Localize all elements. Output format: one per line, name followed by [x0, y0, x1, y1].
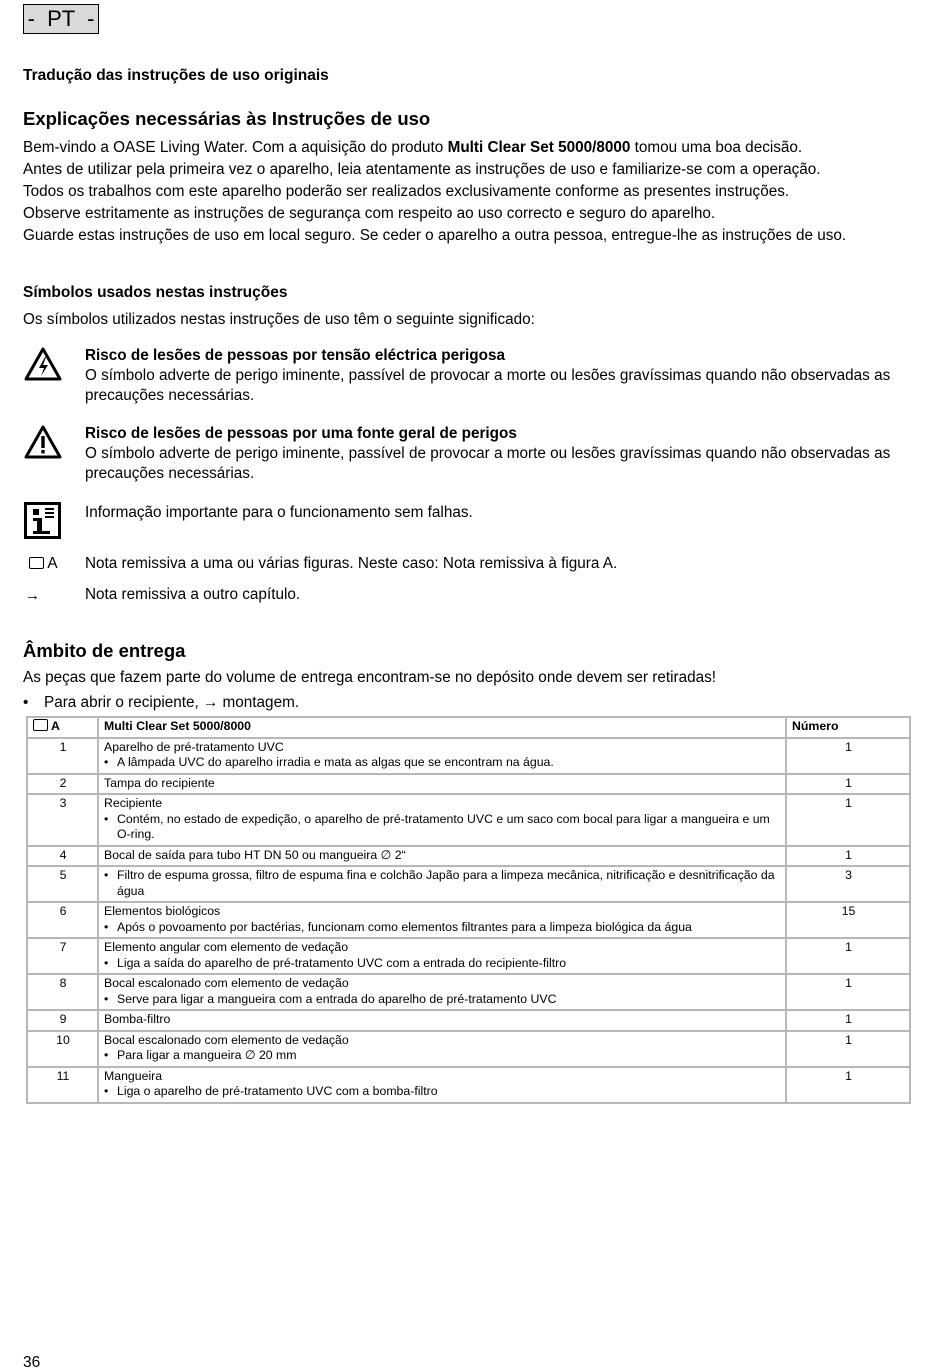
cell-quantity: 1	[786, 1067, 910, 1103]
language-tag: - PT -	[23, 4, 99, 34]
section-title-symbols: Símbolos usados nestas instruções	[23, 284, 288, 301]
info-icon	[23, 501, 63, 541]
symbol-text-arrow: Nota remissiva a outro capítulo.	[85, 586, 301, 603]
page-number: 36	[23, 1354, 41, 1371]
symbol-row-arrow	[23, 585, 903, 607]
symbol-text-general	[85, 424, 903, 484]
cell-quantity: 1	[786, 774, 910, 795]
symbol-title-electric: Risco de lesões de pessoas por tensão eléctrica perigosa	[85, 347, 505, 364]
item-detail-text: Contém, no estado de expedição, o aparelho de pré-tratamento UVC e um saco com bocal para ligar a mangueira e um O-ring.	[117, 811, 770, 841]
table-row	[27, 1010, 910, 1031]
cell-quantity: 1	[786, 1031, 910, 1067]
item-detail-text: Liga a saída do aparelho de pré-tratamento UVC com a entrada do recipiente-filtro	[117, 955, 567, 970]
cell-item-description	[98, 794, 786, 846]
item-name: Bocal de saída para tubo HT DN 50 ou mangueira ∅ 2“	[104, 847, 406, 862]
symbols-intro: Os símbolos utilizados nestas instruções de uso têm o seguinte significado:	[23, 311, 535, 328]
delivery-table	[26, 716, 911, 1104]
item-detail	[104, 812, 781, 843]
cell-item-number: 8	[27, 974, 98, 1010]
cell-quantity: 1	[786, 794, 910, 846]
cell-item-number: 5	[27, 866, 98, 902]
item-name: Recipiente	[104, 796, 163, 810]
cell-item-number: 1	[27, 738, 98, 774]
item-detail-text: Para ligar a mangueira ∅ 20 mm	[117, 1048, 297, 1062]
scope-bullet: • Para abrir o recipiente, → montagem.	[23, 694, 300, 711]
bullet-icon: •	[104, 811, 109, 826]
symbol-text-electric	[85, 346, 903, 406]
cell-item-number: 10	[27, 1031, 98, 1067]
intro-paragraph-1: Bem-vindo a OASE Living Water. Com a aquisição do produto Multi Clear Set 5000/8000 tomou uma boa decisão.	[23, 139, 803, 156]
section-title-scope: Âmbito de entrega	[23, 640, 186, 661]
cell-quantity: 1	[786, 938, 910, 974]
item-name: Tampa do recipiente	[104, 775, 215, 790]
item-detail	[104, 992, 781, 1008]
intro-paragraph-2: Antes de utilizar pela primeira vez o aparelho, leia atentamente as instruções de uso e familiarize-se com a operação.	[23, 161, 821, 178]
cell-item-number: 6	[27, 902, 98, 938]
table-row	[27, 866, 910, 902]
item-name: Elemento angular com elemento de vedação	[104, 940, 349, 954]
cell-item-description	[98, 1010, 786, 1031]
item-name: Bocal escalonado com elemento de vedação	[104, 976, 349, 990]
intro-paragraph-3: Todos os trabalhos com este aparelho poderão ser realizados exclusivamente conforme as presentes instruções.	[23, 183, 790, 200]
arrow-right-icon: →	[25, 587, 40, 604]
item-name: Elementos biológicos	[104, 904, 221, 918]
cell-item-description	[98, 902, 786, 938]
cell-item-number: 11	[27, 1067, 98, 1103]
bullet-icon: •	[104, 1048, 109, 1062]
cell-item-description	[98, 1031, 786, 1067]
symbol-row-figure	[23, 554, 903, 576]
bullet-icon: •	[104, 755, 109, 769]
bullet-icon: •	[104, 991, 109, 1006]
item-detail-text: Filtro de espuma grossa, filtro de espuma fina e colchão Japão para a limpeza mecânica, nitrificação e desnitrificação da água	[117, 868, 775, 898]
cell-item-description	[98, 846, 786, 867]
cell-item-number: 9	[27, 1010, 98, 1031]
cell-quantity: 3	[786, 866, 910, 902]
cell-item-description	[98, 1067, 786, 1103]
intro-paragraph-5: Guarde estas instruções de uso em local seguro. Se ceder o aparelho a outra pessoa, entregue-lhe as instruções de uso.	[23, 227, 847, 244]
figure-box-icon	[33, 719, 48, 731]
item-name: Bomba-filtro	[104, 1012, 171, 1026]
table-row	[27, 738, 910, 774]
symbol-desc-general: O símbolo adverte de perigo iminente, passível de provocar a morte ou lesões gravíssimas quando não observadas as precauções necessárias.	[85, 445, 891, 482]
table-row	[27, 794, 910, 846]
figure-reference-icon: A	[29, 554, 58, 574]
bullet-icon: •	[23, 694, 29, 711]
table-header-row	[27, 717, 910, 738]
item-detail	[104, 1048, 781, 1064]
section-title-explanations: Explicações necessárias às Instruções de uso	[23, 108, 431, 129]
item-detail-text: A lâmpada UVC do aparelho irradia e mata as algas que se encontram na água.	[117, 755, 554, 769]
symbol-text-figure: Nota remissiva a uma ou várias figuras. Neste caso: Nota remissiva à figura A.	[85, 555, 618, 572]
bullet-icon: •	[104, 868, 109, 882]
symbol-desc-electric: O símbolo adverte de perigo iminente, passível de provocar a morte ou lesões gravíssimas quando não observadas as precauções necessárias.	[85, 367, 891, 404]
item-detail	[104, 868, 781, 899]
bullet-icon: •	[104, 919, 109, 934]
table-row	[27, 938, 910, 974]
cell-item-number: 4	[27, 846, 98, 867]
item-detail	[104, 755, 781, 771]
scope-paragraph: As peças que fazem parte do volume de entrega encontram-se no depósito onde devem ser retiradas!	[23, 669, 717, 686]
table-row	[27, 846, 910, 867]
document-subtitle: Tradução das instruções de uso originais	[23, 67, 329, 84]
cell-quantity: 1	[786, 1010, 910, 1031]
intro-text	[23, 138, 903, 248]
cell-item-number: 7	[27, 938, 98, 974]
item-detail-text: Após o povoamento por bactérias, funcionam como elementos filtrantes para a limpeza biológica da água	[117, 919, 692, 934]
column-header-quantity: Número	[786, 717, 910, 738]
symbol-row-electric	[23, 346, 903, 408]
table-row	[27, 1067, 910, 1103]
item-detail	[104, 920, 781, 936]
symbol-row-info	[23, 501, 903, 541]
general-warning-icon	[23, 424, 63, 460]
item-detail-text: Liga o aparelho de pré-tratamento UVC com a bomba-filtro	[117, 1084, 438, 1098]
cell-quantity: 15	[786, 902, 910, 938]
cell-item-description	[98, 974, 786, 1010]
symbol-title-general: Risco de lesões de pessoas por uma fonte geral de perigos	[85, 425, 517, 442]
item-name: Aparelho de pré-tratamento UVC	[104, 739, 284, 754]
column-header-product: Multi Clear Set 5000/8000	[98, 717, 786, 738]
item-detail-text: Serve para ligar a mangueira com a entrada do aparelho de pré-tratamento UVC	[117, 991, 557, 1006]
arrow-right-icon: →	[203, 694, 219, 711]
cell-item-description	[98, 738, 786, 774]
item-name: Bocal escalonado com elemento de vedação	[104, 1032, 349, 1047]
cell-item-description	[98, 866, 786, 902]
cell-item-description	[98, 774, 786, 795]
cell-item-number: 3	[27, 794, 98, 846]
table-row	[27, 974, 910, 1010]
symbol-row-general	[23, 424, 903, 486]
table-row	[27, 774, 910, 795]
cell-item-description	[98, 938, 786, 974]
table-row	[27, 1031, 910, 1067]
cell-item-number: 2	[27, 774, 98, 795]
electric-hazard-icon	[23, 346, 63, 382]
bullet-icon: •	[104, 955, 109, 970]
intro-paragraph-4: Observe estritamente as instruções de segurança com respeito ao uso correcto e seguro do aparelho.	[23, 205, 716, 222]
symbol-text-info: Informação importante para o funcionamento sem falhas.	[85, 504, 473, 521]
cell-quantity: 1	[786, 974, 910, 1010]
table-row	[27, 902, 910, 938]
cell-quantity: 1	[786, 738, 910, 774]
figure-box-icon	[29, 557, 44, 569]
item-name: Mangueira	[104, 1068, 163, 1083]
cell-quantity: 1	[786, 846, 910, 867]
item-detail	[104, 956, 781, 972]
bullet-icon: •	[104, 1084, 109, 1098]
item-detail	[104, 1084, 781, 1100]
column-header-figure: A	[27, 717, 98, 738]
product-name: Multi Clear Set 5000/8000	[447, 139, 631, 156]
